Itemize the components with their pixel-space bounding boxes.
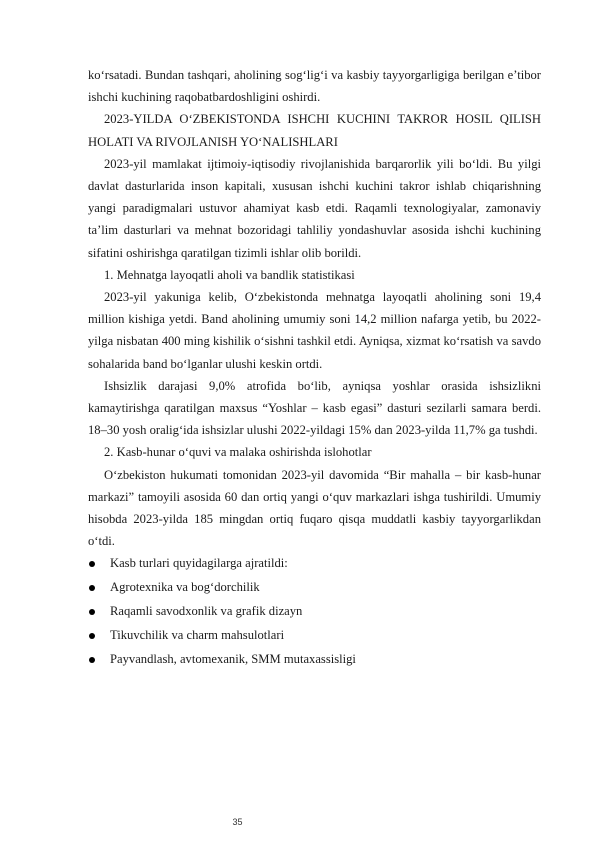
overview-paragraph: 2023-yil mamlakat ijtimoiy-iqtisodiy rivojlanishida barqarorlik yili bo‘ldi. Bu yilgi davlat dasturlarida inson kapitali, xususan ishchi kuchini takror ishlab chiqarishning yangi paradigmalari ustuvor ahamiyat kasb etdi. Raqamli texnologiyalar, zamonaviy ta’lim dasturlari va mehnat bozoridagi tahliliy yondashuvlar asosida ishchi kuchining sifatini oshirishga qaratilgan tizimli ishlar olib borildi. [88,156,541,260]
list-item-text: Agrotexnika va bog‘dorchilik [110,580,260,595]
bullet-icon [89,561,95,567]
section-1-title: 1. Mehnatga layoqatli aholi va bandlik statistikasi [104,267,355,282]
list-item [88,576,541,600]
list-item [88,648,541,672]
section-1-paragraph-1: 2023-yil yakuniga kelib, O‘zbekistonda mehnatga layoqatli aholining soni 19,4 million kishiga yetdi. Band aholining umumiy soni 14,2 million nafarga yetib, bu 2022-yilga nisbatan 400 ming kishilik o‘sishni tashkil etdi. Ayniqsa, xizmat ko‘rsatish va savdo sohalarida band bo‘lganlar ulushi keskin ortdi. [88,290,541,371]
bullet-list [88,552,541,671]
bullet-icon [89,633,95,639]
list-item-text: Raqamli savodxonlik va grafik dizayn [110,604,303,619]
section-1-paragraph-2: Ishsizlik darajasi 9,0% atrofida bo‘lib, ayniqsa yoshlar orasida ishsizlikni kamaytirishga qaratilgan maxsus “Yoshlar – kasb egasi” dasturi sezilarli samara berdi. 18–30 yosh oralig‘ida ishsizlar ulushi 2022-yildagi 15% dan 2023-yilda 11,7% ga tushdi. [88,378,541,438]
list-item [88,552,541,576]
section-2-paragraph-1: O‘zbekiston hukumati tomonidan 2023-yil davomida “Bir mahalla – bir kasb-hunar markazi” tamoyili asosida 60 dan ortiq yangi o‘quv markazlari ishga tushirildi. Umumiy hisobda 2023-yilda 185 mingdan ortiq fuqaro qisqa muddatli kasbiy tayyorgarlikdan o‘tdi. [88,467,541,549]
page-number [0,817,595,827]
list-item [88,624,541,648]
section-2-title: 2. Kasb-hunar o‘quvi va malaka oshirishda islohotlar [104,445,372,460]
bullet-icon [89,585,95,591]
bullet-icon [89,657,95,663]
list-item-text: Payvandlash, avtomexanik, SMM mutaxassisligi [110,651,356,666]
intro-paragraph: ko‘rsatadi. Bundan tashqari, aholining sog‘lig‘i va kasbiy tayyorgarligiga berilgan e’tibor ishchi kuchining raqobatbardoshligini oshirdi. [88,68,541,105]
page-number-text: 35 [232,817,243,827]
list-item-text: Tikuvchilik va charm mahsulotlari [110,627,285,642]
list-item [88,600,541,624]
section-heading: 2023-YILDA O‘ZBEKISTONDA ISHCHI KUCHINI TAKROR HOSIL QILISH HOLATI VA RIVOJLANISH YO‘NALISHLARI [88,112,541,149]
bullet-icon [89,609,95,615]
document-page [88,64,541,671]
list-item-text: Kasb turlari quyidagilarga ajratildi: [110,556,288,571]
